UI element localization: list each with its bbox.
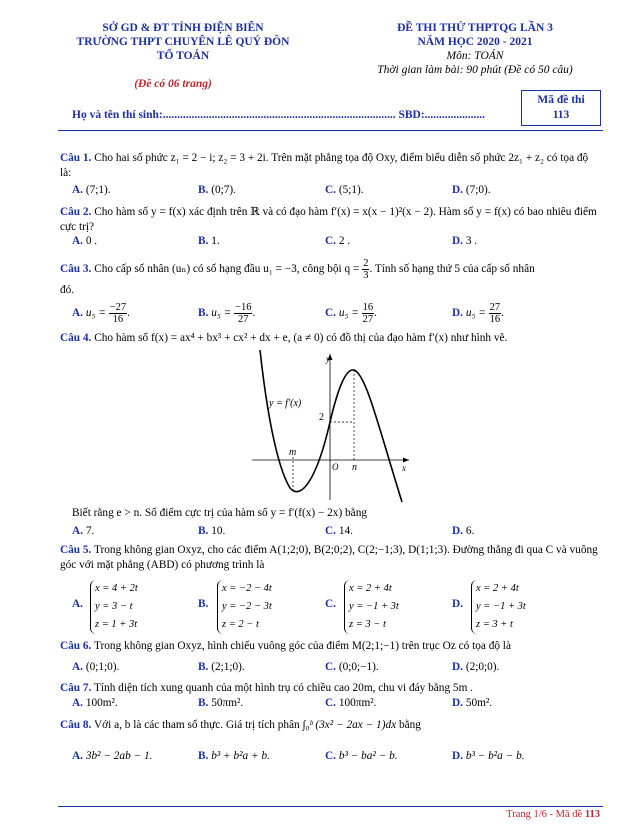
question-text: Tính diện tích xung quanh của một hình trụ có chiều cao 20m, chu vi đáy bằng 5m .: [94, 682, 474, 694]
answer-text: b³ + b²a + b.: [211, 750, 270, 762]
q3-answer-b[interactable]: B. u₅ = $\frac{-16}{27}$ .: [198, 302, 256, 325]
exam-code-box: [521, 90, 601, 126]
footer-code: 113: [584, 809, 600, 820]
q5-answer-d[interactable]: D.: [452, 598, 463, 610]
answer-fraction: $\frac{-16}{27}$: [235, 302, 252, 325]
question-text: Cho hàm số f(x) = ax⁴ + bx³ + cx² + dx + e, (a ≠ 0) có đồ thị của đạo hàm f′(x) như hình vẽ.: [94, 332, 508, 344]
q2-answer-c[interactable]: C. 2 .: [325, 235, 351, 247]
question-number: Câu 8.: [60, 719, 92, 731]
answer-text: b³ − ba² − b.: [338, 750, 398, 762]
question-8: [60, 718, 600, 733]
answer-fraction: $\frac{-27}{16}$: [109, 302, 127, 325]
origin-label: O: [332, 462, 339, 472]
q6-answer-c[interactable]: C. (0;0;−1).: [325, 661, 379, 673]
q5-answer-a[interactable]: A.: [72, 598, 83, 610]
answer-prefix: u₅ =: [465, 307, 486, 320]
q1-answer-a[interactable]: A. (7;1).: [72, 184, 111, 196]
q1-answer-d[interactable]: D. (7;0).: [452, 184, 491, 196]
question-number: Câu 3.: [60, 263, 92, 276]
answer-text: (7;0).: [465, 184, 491, 196]
q7-answer-c[interactable]: C. 100πm².: [325, 697, 377, 709]
q7-answer-a[interactable]: A. 100m².: [72, 697, 118, 709]
answer-text: (0;1;0).: [85, 661, 120, 673]
q7-answer-b[interactable]: B. 50πm².: [198, 697, 244, 709]
question-number: Câu 1.: [60, 152, 92, 164]
question-text: Với a, b là các tham số thực. Giá trị tích phân: [94, 719, 300, 731]
q5-system-c: x = 2 + 4t y = −1 + 3t z = 3 − t: [344, 580, 399, 634]
q7-answer-d[interactable]: D. 50m².: [452, 697, 493, 709]
q2-answer-a[interactable]: A. 0 .: [72, 235, 98, 247]
question-7: [60, 681, 600, 696]
q4-answer-c[interactable]: C. 14.: [325, 525, 353, 537]
q6-answer-b[interactable]: B. (2;1;0).: [198, 661, 245, 673]
answer-prefix: u₅ =: [338, 307, 359, 320]
q5-system-d: x = 2 + 4t y = −1 + 3t z = 3 + t: [471, 580, 526, 634]
question-text-cont: . Tính số hạng thứ 5 của cấp số nhân: [369, 263, 535, 276]
answer-text: (7;1).: [85, 184, 111, 196]
q3-answer-a[interactable]: A. u₅ = $\frac{-27}{16}$ .: [72, 302, 130, 325]
derivative-curve: [260, 350, 402, 502]
answer-text: (0;0;−1).: [338, 661, 379, 673]
q2-answer-d[interactable]: D. 3 .: [452, 235, 478, 247]
footer-page-info: [430, 809, 600, 820]
school-year: NĂM HỌC 2020 - 2021: [417, 36, 533, 48]
question-3-line2: đó.: [60, 284, 75, 296]
exam-title: ĐỀ THI THỬ THPTQG LẦN 3: [397, 22, 553, 34]
question-6: [60, 639, 600, 654]
question-text-cont: bằng: [398, 719, 421, 731]
answer-fraction: $\frac{16}{27}$: [362, 302, 374, 325]
derivative-graph: [252, 350, 412, 502]
answer-text: 100m².: [85, 697, 118, 709]
school-department: SỞ GD & ĐT TỈNH ĐIỆN BIÊN: [102, 22, 264, 34]
y-axis-label: y: [326, 354, 330, 364]
subject: Môn: TOÁN: [446, 50, 504, 62]
q6-answer-d[interactable]: D. (2;0;0).: [452, 661, 500, 673]
footer-divider: [58, 806, 603, 807]
question-number: Câu 4.: [60, 332, 92, 344]
q3-answer-c[interactable]: C. u₅ = $\frac{16}{27}$ .: [325, 302, 377, 325]
question-number: Câu 6.: [60, 640, 92, 652]
q5-answer-c[interactable]: C.: [325, 598, 336, 610]
question-4: [60, 331, 600, 346]
answer-text: 0 .: [85, 235, 98, 247]
q8-answer-d[interactable]: D. b³ − b²a − b.: [452, 750, 525, 762]
x-axis-label: x: [402, 463, 406, 473]
school-name: TRƯỜNG THPT CHUYÊN LÊ QUÝ ĐÔN: [76, 36, 290, 48]
question-1: [60, 151, 600, 181]
page-count-note: (Đề có 06 trang): [134, 78, 212, 90]
answer-text: 1.: [211, 235, 220, 247]
answer-text: 10.: [211, 525, 226, 537]
answer-text: 7.: [85, 525, 95, 537]
question-text: Trong không gian Oxyz, hình chiếu vuông góc của điểm M(2;1;−1) trên trục Oz có tọa độ là: [94, 640, 511, 652]
exam-code-value: 113: [552, 109, 570, 121]
q1-answer-b[interactable]: B. (0;7).: [198, 184, 236, 196]
q2-answer-b[interactable]: B. 1.: [198, 235, 220, 247]
q5-system-b: x = −2 − 4t y = −2 − 3t z = 2 − t: [217, 580, 272, 634]
q8-answer-b[interactable]: B. b³ + b²a + b.: [198, 750, 270, 762]
question-text: Cho hai số phức z₁ = 2 − i; z₂ = 3 + 2i. Trên mặt phẳng tọa độ Oxy, điểm biểu diễn số phức 2z₁ + z₂ có tọa độ là:: [60, 152, 589, 179]
question-4-condition: Biết rằng e > n. Số điểm cực trị của hàm số y = f′(f(x) − 2x) bằng: [72, 507, 367, 519]
q3-answer-d[interactable]: D. u₅ = $\frac{27}{16}$ .: [452, 302, 504, 325]
question-number: Câu 7.: [60, 682, 92, 694]
answer-text: (2;0;0).: [465, 661, 500, 673]
answer-text: (5;1).: [338, 184, 364, 196]
candidate-info-line: Họ và tên thí sinh:................................................................................. SBD:.....................: [72, 109, 486, 121]
question-5: [60, 543, 600, 573]
answer-text: 100πm².: [338, 697, 377, 709]
question-text: Cho hàm số y = f(x) xác định trên ℝ và có đạo hàm f′(x) = x(x − 1)²(x − 2). Hàm số y = f(x) có bao nhiêu điểm cực trị?: [60, 206, 597, 233]
tick-label-n: n: [352, 462, 357, 473]
header-divider: [58, 130, 603, 131]
answer-text: 6.: [465, 525, 475, 537]
answer-text: b³ − b²a − b.: [465, 750, 525, 762]
question-text: Cho cấp số nhân (uₙ) có số hạng đầu u₁ = −3, công bội q =: [94, 263, 360, 276]
integral-expression: ∫₀ᵇ (3x² − 2ax − 1)dx: [302, 719, 397, 731]
footer-page-text: Trang 1/6 - Mã đề: [506, 809, 583, 820]
answer-text: 14.: [338, 525, 353, 537]
q4-answer-b[interactable]: B. 10.: [198, 525, 226, 537]
question-3: [60, 258, 600, 281]
answer-text: 2 .: [338, 235, 351, 247]
question-text: Trong không gian Oxyz, cho các điểm A(1;2;0), B(2;0;2), C(2;−1;3), D(1;1;3). Đường thẳng đi qua C và vuông góc với mặt phẳng (ABD) có phương trình là: [60, 544, 598, 571]
question-2: [60, 205, 600, 235]
answer-text: (2;1;0).: [211, 661, 245, 673]
func-label: y = f′(x): [269, 398, 302, 409]
answer-fraction: $\frac{27}{16}$: [489, 302, 501, 325]
answer-text: 50m².: [465, 697, 493, 709]
question-number: Câu 5.: [60, 544, 92, 556]
school-group: TỔ TOÁN: [156, 50, 210, 62]
q5-system-a: x = 4 + 2t y = 3 − t z = 1 + 3t: [90, 580, 138, 634]
answer-text: (0;7).: [211, 184, 236, 196]
answer-text: 50πm².: [211, 697, 244, 709]
answer-text: 3b² − 2ab − 1.: [85, 750, 153, 762]
x-axis-arrow: [403, 458, 409, 463]
q8-answer-a[interactable]: A. 3b² − 2ab − 1.: [72, 750, 153, 762]
q5-answer-b[interactable]: B.: [198, 598, 209, 610]
tick-label-m: m: [289, 447, 297, 458]
answer-prefix: u₅ =: [211, 307, 232, 320]
tick-label-2: 2: [319, 412, 324, 423]
q1-answer-c[interactable]: C. (5;1).: [325, 184, 364, 196]
exam-duration: Thời gian làm bài: 90 phút (Đề có 50 câu): [377, 64, 573, 76]
answer-prefix: u₅ =: [85, 307, 106, 320]
ratio-fraction: $\frac{2}{3}$: [363, 258, 369, 281]
exam-code-label: Mã đề thi: [537, 94, 585, 106]
answer-text: 3 .: [465, 235, 478, 247]
q6-answer-a[interactable]: A. (0;1;0).: [72, 661, 120, 673]
question-number: Câu 2.: [60, 206, 92, 218]
q4-answer-d[interactable]: D. 6.: [452, 525, 475, 537]
q8-answer-c[interactable]: C. b³ − ba² − b.: [325, 750, 398, 762]
q4-answer-a[interactable]: A. 7.: [72, 525, 95, 537]
